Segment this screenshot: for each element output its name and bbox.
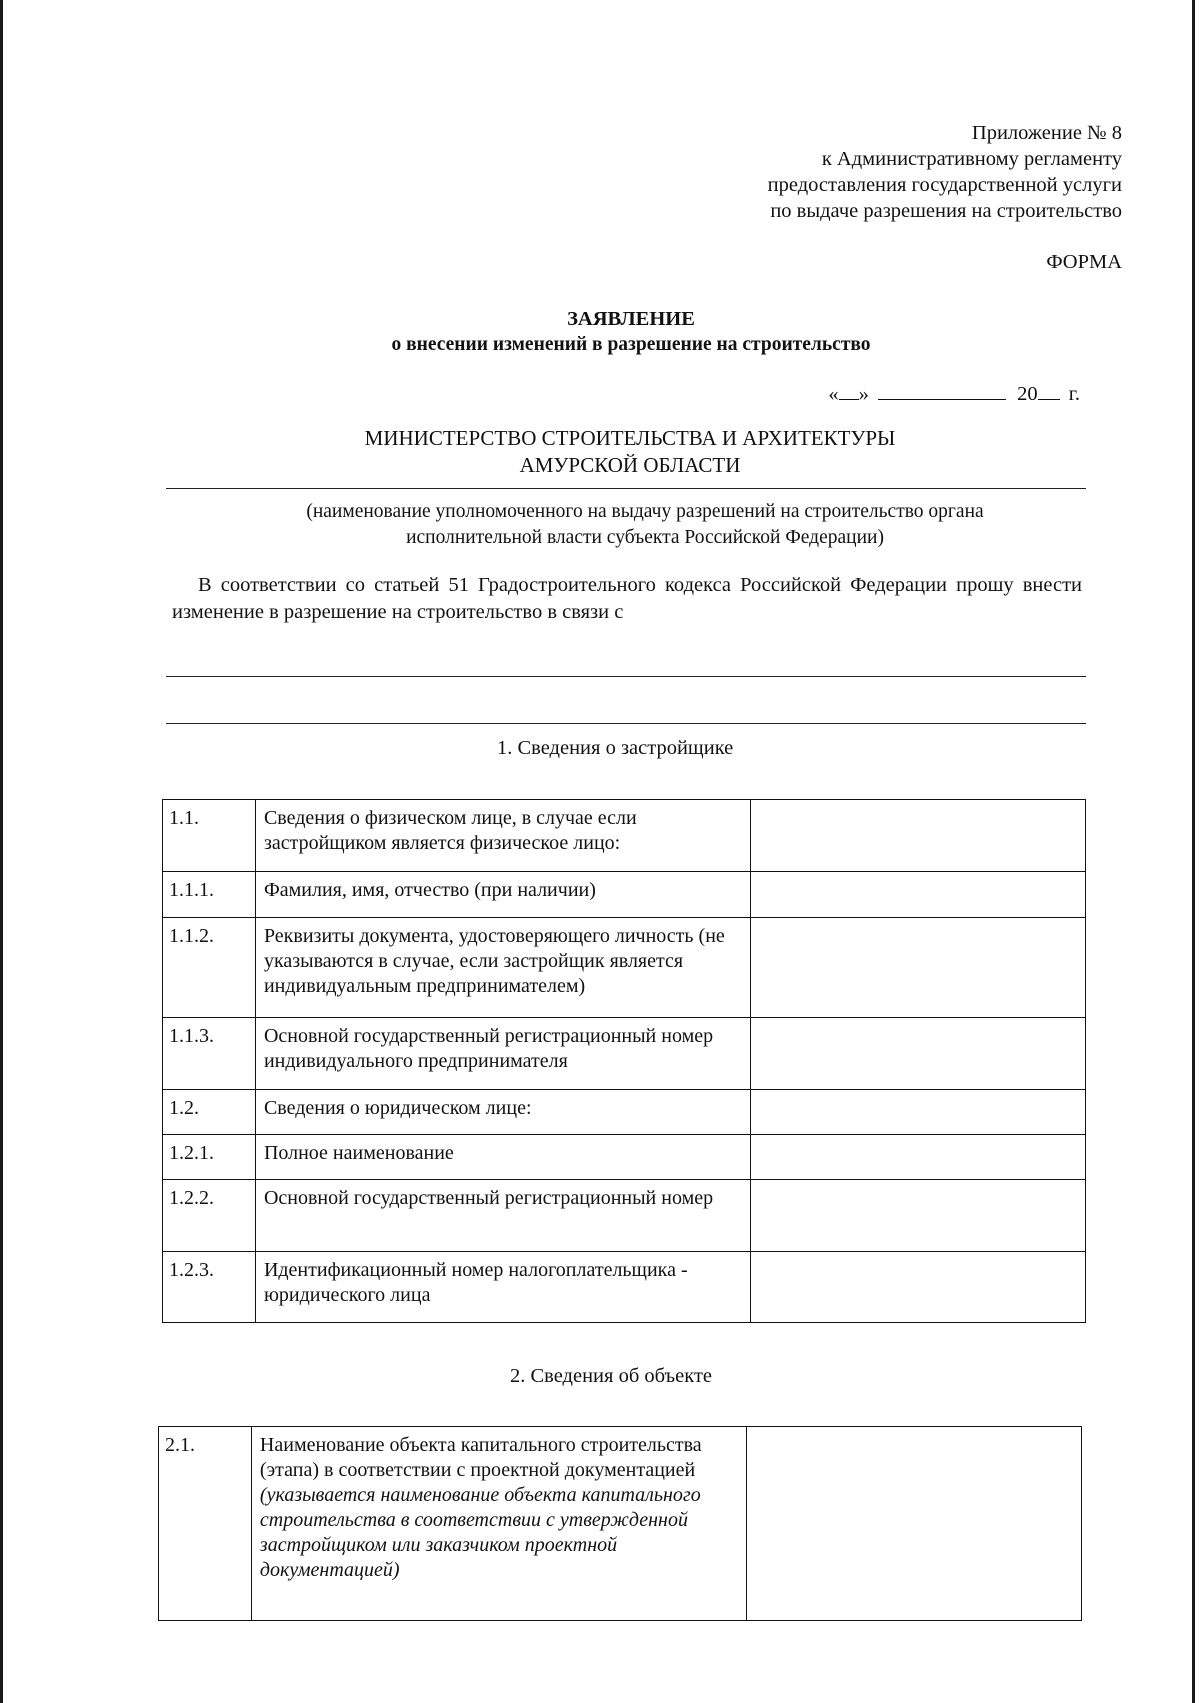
row-number: 1.2.3. xyxy=(163,1252,256,1323)
authority-line: АМУРСКОЙ ОБЛАСТИ xyxy=(519,453,741,477)
reason-line-1[interactable] xyxy=(166,676,1086,677)
appendix-line: по выдаче разрешения на строительство xyxy=(770,200,1122,222)
row-label-cell xyxy=(251,1427,747,1621)
row-number: 1.2. xyxy=(163,1090,256,1135)
authority-caption xyxy=(150,499,1140,551)
form-label: ФОРМА xyxy=(1046,251,1122,273)
caption-line: исполнительной власти субъекта Российской Федерации) xyxy=(406,527,884,548)
row-number: 1.2.2. xyxy=(163,1180,256,1252)
appendix-line: к Административному регламенту xyxy=(821,148,1122,170)
row-number: 1.1.3. xyxy=(163,1018,256,1090)
row-note: (указывается наименование объекта капитального строительства в соответствии с утвержденной застройщиком или заказчиком проектной документацией) xyxy=(259,1484,701,1581)
section1-heading: 1. Сведения о застройщике xyxy=(497,737,734,759)
row-value-field[interactable] xyxy=(751,1252,1086,1323)
reason-line-2[interactable] xyxy=(166,723,1086,724)
table-row xyxy=(163,1135,1086,1180)
authority-name xyxy=(140,425,1120,479)
date-line xyxy=(828,383,1080,406)
document-title: ЗАЯВЛЕНИЕ xyxy=(567,308,695,330)
date-month-blank[interactable] xyxy=(878,399,1006,400)
row-label: Реквизиты документа, удостоверяющего личность (не указываются в случае, если застройщик является индивидуальным предпринимателем) xyxy=(255,918,751,1018)
row-number: 1.1.2. xyxy=(163,918,256,1018)
row-value-field[interactable] xyxy=(751,872,1086,918)
document-subtitle: о внесении изменений в разрешение на строительство xyxy=(391,334,871,355)
row-number: 1.1.1. xyxy=(163,872,256,918)
row-label: Основной государственный регистрационный номер индивидуального предпринимателя xyxy=(255,1018,751,1090)
table-row xyxy=(163,918,1086,1018)
row-label: Фамилия, имя, отчество (при наличии) xyxy=(255,872,751,918)
developer-info-table xyxy=(162,799,1086,1323)
request-text: В соответствии со статьей 51 Градостроительного кодекса Российской Федерации прошу внести изменение в разрешение на строительство в связи с xyxy=(172,574,1082,623)
request-paragraph xyxy=(172,572,1082,626)
row-label: Наименование объекта капитального строительства (этапа) в соответствии с проектной документацией xyxy=(259,1434,702,1481)
date-year-blank[interactable] xyxy=(1038,399,1060,400)
row-value-field[interactable] xyxy=(751,1180,1086,1252)
row-number: 1.1. xyxy=(163,800,256,872)
row-value-field[interactable] xyxy=(751,918,1086,1018)
date-day-blank[interactable] xyxy=(839,399,859,400)
date-open-quote: « xyxy=(828,383,839,405)
section2-heading: 2. Сведения об объекте xyxy=(510,1365,713,1387)
row-label: Сведения о физическом лице, в случае если застройщиком является физическое лицо: xyxy=(255,800,751,872)
row-number: 2.1. xyxy=(159,1427,252,1621)
table-row xyxy=(163,1180,1086,1252)
row-number: 1.2.1. xyxy=(163,1135,256,1180)
row-value-field[interactable] xyxy=(751,1135,1086,1180)
authority-underline xyxy=(166,488,1086,489)
scan-edge-left xyxy=(0,0,3,1703)
row-label: Полное наименование xyxy=(255,1135,751,1180)
table-row xyxy=(163,800,1086,872)
authority-line: МИНИСТЕРСТВО СТРОИТЕЛЬСТВА И АРХИТЕКТУРЫ xyxy=(364,426,896,450)
title-block xyxy=(0,306,1200,358)
caption-line: (наименование уполномоченного на выдачу разрешений на строительство органа xyxy=(306,501,984,522)
date-year-suffix: г. xyxy=(1068,383,1080,405)
table-row xyxy=(163,872,1086,918)
table-row xyxy=(159,1427,1082,1621)
scan-edge-right xyxy=(1192,0,1195,1703)
object-info-table xyxy=(158,1426,1082,1621)
appendix-line: предоставления государственной услуги xyxy=(767,174,1122,196)
row-label: Идентификационный номер налогоплательщика - юридического лица xyxy=(255,1252,751,1323)
row-value-field[interactable] xyxy=(751,1018,1086,1090)
date-year-prefix: 20 xyxy=(1017,383,1038,405)
row-value-field[interactable] xyxy=(751,800,1086,872)
table-row xyxy=(163,1018,1086,1090)
appendix-line: Приложение № 8 xyxy=(971,122,1122,144)
row-value-field[interactable] xyxy=(747,1427,1082,1621)
table-row xyxy=(163,1252,1086,1323)
row-label: Основной государственный регистрационный номер xyxy=(255,1180,751,1252)
row-label: Сведения о юридическом лице: xyxy=(255,1090,751,1135)
row-value-field[interactable] xyxy=(751,1090,1086,1135)
appendix-header xyxy=(768,120,1122,224)
table-row xyxy=(163,1090,1086,1135)
date-close-quote: » xyxy=(858,383,869,405)
